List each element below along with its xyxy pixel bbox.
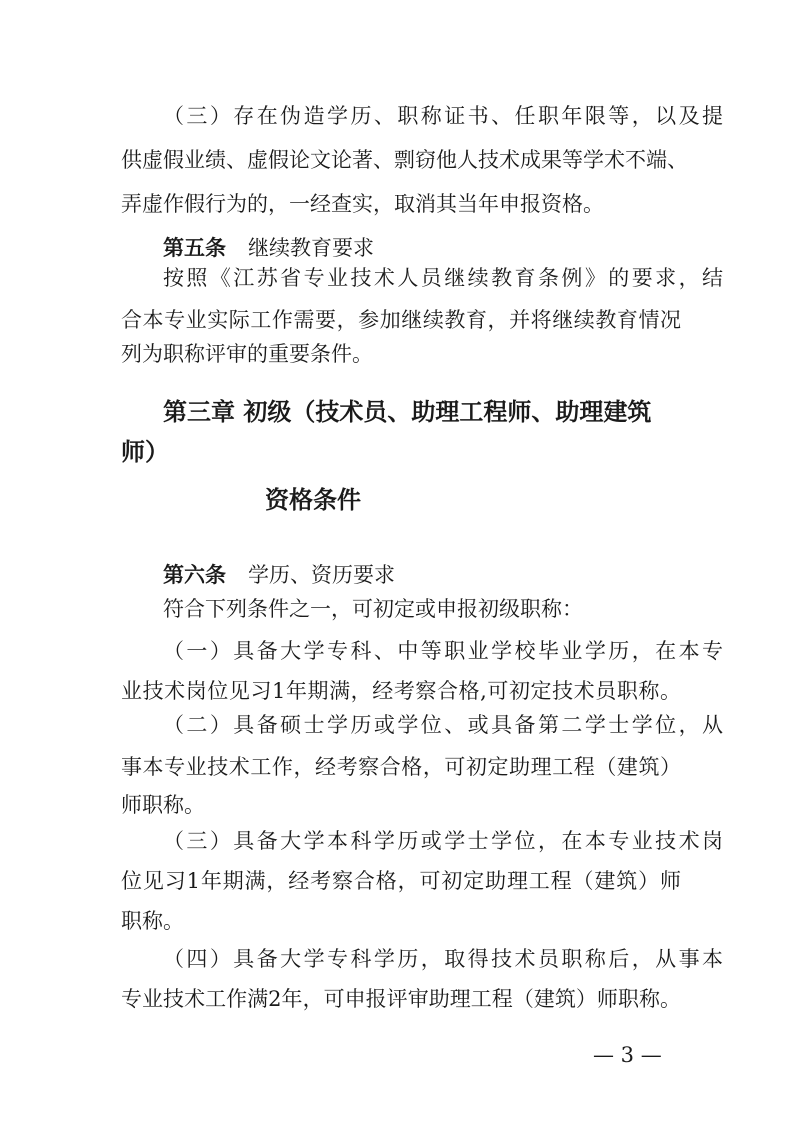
article-5-title: 继续教育要求 bbox=[248, 236, 374, 260]
clause-3-line-1: （三）存在伪造学历、职称证书、任职年限等，以及提 bbox=[163, 104, 723, 128]
article-6-item-4-line-2: 专业技术工作满2年，可申报评审助理工程（建筑）师职称。 bbox=[121, 987, 681, 1011]
clause-3-line-2: 供虚假业绩、虚假论文论著、剽窃他人技术成果等学术不端、 bbox=[121, 148, 688, 172]
article-6-item-3-line-2: 位见习1年期满，经考察合格，可初定助理工程（建筑）师 bbox=[121, 869, 681, 893]
article-6-item-3-line-1: （三）具备大学本科学历或学士学位，在本专业技术岗 bbox=[163, 829, 723, 853]
article-5-label: 第五条 bbox=[163, 236, 226, 260]
article-5-line-3: 列为职称评审的重要条件。 bbox=[121, 342, 373, 366]
article-5-line-2: 合本专业实际工作需要，参加继续教育，并将继续教育情况 bbox=[121, 308, 681, 332]
article-5-heading bbox=[163, 233, 723, 263]
article-6-item-4-line-1: （四）具备大学专科学历，取得技术员职称后，从事本 bbox=[163, 947, 723, 971]
chapter-3-subheading: 资格条件 bbox=[265, 486, 361, 514]
article-6-item-2-line-3: 师职称。 bbox=[121, 793, 205, 817]
article-6-item-2-line-2: 事本专业技术工作，经考察合格，可初定助理工程（建筑） bbox=[121, 755, 681, 779]
article-6-item-2-line-1: （二）具备硕士学历或学位、或具备第二学士学位，从 bbox=[163, 713, 723, 737]
article-6-item-3-line-3: 职称。 bbox=[121, 909, 184, 933]
page-number: — 3 — bbox=[593, 1043, 662, 1067]
chapter-3-heading-line-1: 第三章 初级（技术员、助理工程师、助理建筑 bbox=[163, 398, 652, 426]
article-6-item-1-line-1: （一）具备大学专科、中等职业学校毕业学历，在本专 bbox=[163, 639, 723, 663]
article-5-line-1: 按照《江苏省专业技术人员继续教育条例》的要求，结 bbox=[163, 266, 723, 290]
article-6-item-1-line-2: 业技术岗位见习1年期满，经考察合格,可初定技术员职称。 bbox=[121, 679, 681, 703]
article-6-intro: 符合下列条件之一，可初定或申报初级职称： bbox=[163, 597, 583, 621]
chapter-3-heading-line-2: 师） bbox=[121, 438, 169, 466]
clause-3-line-3: 弄虚作假行为的，一经查实，取消其当年申报资格。 bbox=[121, 192, 604, 216]
article-6-label: 第六条 bbox=[163, 563, 226, 587]
article-6-title: 学历、资历要求 bbox=[248, 563, 395, 587]
article-6-heading bbox=[163, 560, 723, 590]
